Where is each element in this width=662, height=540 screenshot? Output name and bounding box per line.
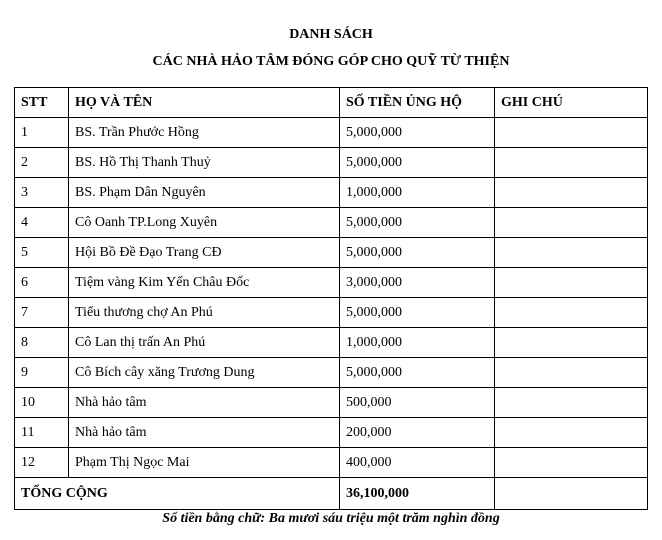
cell-note: [495, 418, 648, 448]
cell-stt: 11: [15, 418, 69, 448]
cell-amount: 1,000,000: [340, 328, 495, 358]
cell-stt: 12: [15, 448, 69, 478]
cell-stt: 2: [15, 148, 69, 178]
total-note: [495, 478, 648, 510]
cell-note: [495, 358, 648, 388]
cell-name: Tiệm vàng Kim Yến Châu Đốc: [69, 268, 340, 298]
cell-stt: 3: [15, 178, 69, 208]
cell-amount: 500,000: [340, 388, 495, 418]
total-row: [15, 478, 648, 510]
cell-note: [495, 328, 648, 358]
cell-amount: 5,000,000: [340, 298, 495, 328]
cell-name: BS. Trần Phước Hồng: [69, 118, 340, 148]
total-amount: 36,100,000: [340, 478, 495, 510]
cell-amount: 1,000,000: [340, 178, 495, 208]
cell-stt: 5: [15, 238, 69, 268]
cell-note: [495, 238, 648, 268]
cell-note: [495, 148, 648, 178]
cell-amount: 5,000,000: [340, 148, 495, 178]
cell-amount: 5,000,000: [340, 208, 495, 238]
cell-stt: 10: [15, 388, 69, 418]
cell-stt: 8: [15, 328, 69, 358]
header-name: HỌ VÀ TÊN: [69, 88, 340, 118]
cell-note: [495, 298, 648, 328]
table-row: [15, 358, 648, 388]
cell-name: BS. Phạm Dân Nguyên: [69, 178, 340, 208]
header-amount: SỐ TIỀN ỦNG HỘ: [340, 88, 495, 118]
cell-note: [495, 118, 648, 148]
table-body: [15, 118, 648, 478]
cell-name: Hội Bồ Đề Đạo Trang CĐ: [69, 238, 340, 268]
cell-stt: 7: [15, 298, 69, 328]
document-subtitle: CÁC NHÀ HẢO TÂM ĐÓNG GÓP CHO QUỸ TỪ THIỆN: [152, 54, 510, 69]
cell-name: Cô Bích cây xăng Trương Dung: [69, 358, 340, 388]
cell-name: Nhà hảo tâm: [69, 388, 340, 418]
cell-name: BS. Hồ Thị Thanh Thuỷ: [69, 148, 340, 178]
table-row: [15, 418, 648, 448]
cell-name: Cô Oanh TP.Long Xuyên: [69, 208, 340, 238]
table-row: [15, 298, 648, 328]
table-row: [15, 388, 648, 418]
cell-stt: 4: [15, 208, 69, 238]
cell-name: Tiểu thương chợ An Phú: [69, 298, 340, 328]
cell-stt: 9: [15, 358, 69, 388]
cell-note: [495, 208, 648, 238]
cell-note: [495, 388, 648, 418]
amount-in-words: Số tiền bằng chữ: Ba mươi sáu triệu một trăm nghìn đồng: [162, 511, 500, 526]
cell-amount: 5,000,000: [340, 118, 495, 148]
table-header-row: [15, 88, 648, 118]
donor-table: [14, 87, 648, 510]
table-row: [15, 238, 648, 268]
cell-stt: 1: [15, 118, 69, 148]
cell-note: [495, 448, 648, 478]
table-row: [15, 208, 648, 238]
table-row: [15, 328, 648, 358]
total-label: TỔNG CỘNG: [15, 478, 340, 510]
header-note: GHI CHÚ: [495, 88, 648, 118]
table-row: [15, 148, 648, 178]
cell-note: [495, 268, 648, 298]
table-row: [15, 118, 648, 148]
cell-note: [495, 178, 648, 208]
cell-amount: 200,000: [340, 418, 495, 448]
cell-amount: 3,000,000: [340, 268, 495, 298]
document-title: DANH SÁCH: [289, 27, 373, 42]
cell-name: Phạm Thị Ngọc Mai: [69, 448, 340, 478]
cell-amount: 400,000: [340, 448, 495, 478]
cell-amount: 5,000,000: [340, 238, 495, 268]
table-row: [15, 448, 648, 478]
table-row: [15, 178, 648, 208]
cell-name: Cô Lan thị trấn An Phú: [69, 328, 340, 358]
header-stt: STT: [15, 88, 69, 118]
cell-stt: 6: [15, 268, 69, 298]
cell-amount: 5,000,000: [340, 358, 495, 388]
cell-name: Nhà hảo tâm: [69, 418, 340, 448]
table-row: [15, 268, 648, 298]
